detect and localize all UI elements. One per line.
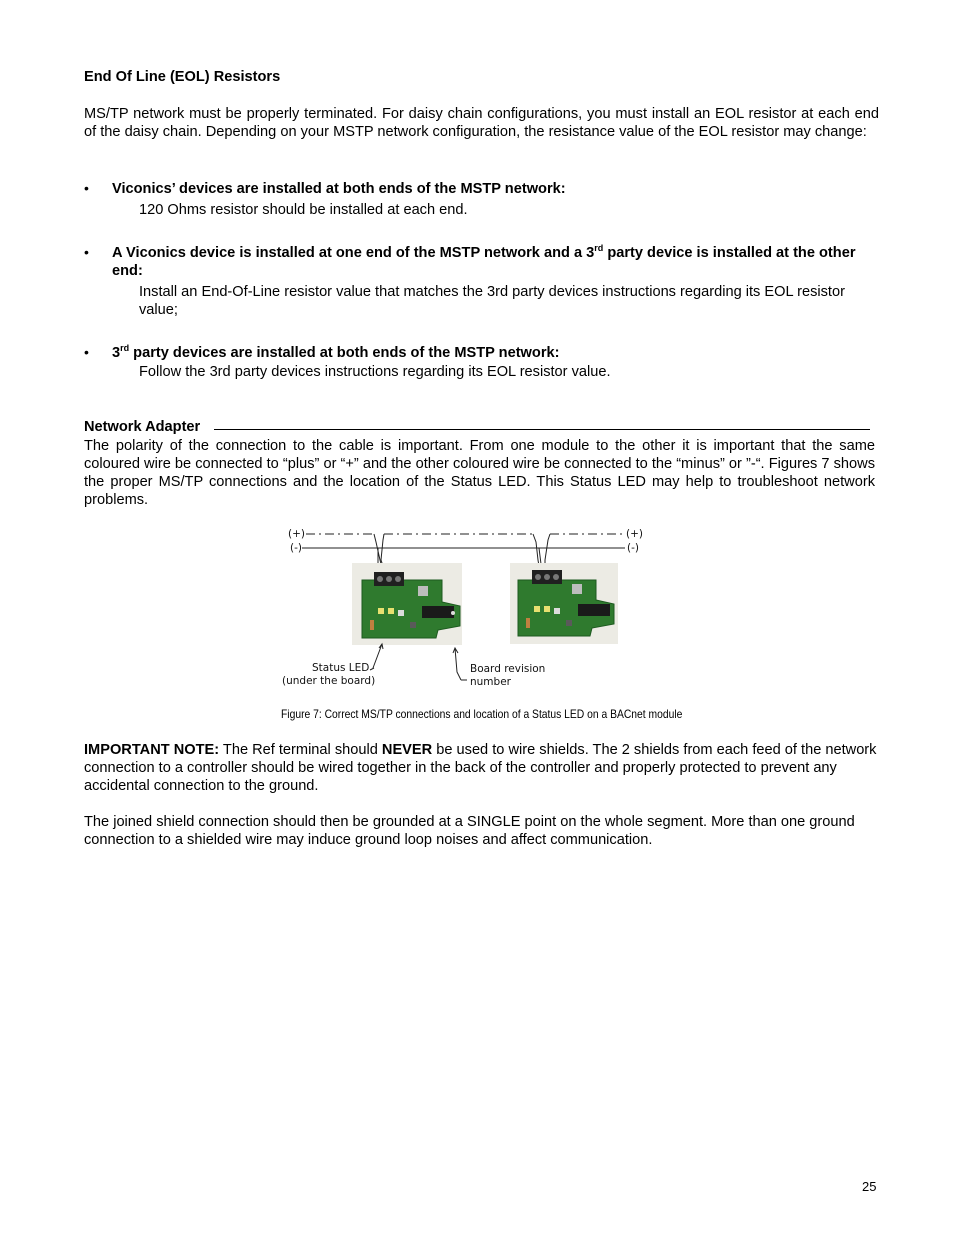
grounding-paragraph: The joined shield connection should then be grounded at a SINGLE point on the whole segment. More than one ground connection to a shielded wire may induce ground loop noises and affect communication. (84, 814, 855, 848)
plus-label-right: (+) (626, 528, 643, 540)
eol-heading: End Of Line (EOL) Resistors (84, 69, 281, 85)
bullet-3-heading: 3rd party devices are installed at both ends of the MSTP network: (112, 343, 560, 361)
page-number: 25 (862, 1179, 877, 1194)
minus-label-left: (-) (290, 542, 302, 554)
minus-label-right: (-) (627, 542, 639, 554)
status-led-sublabel: (under the board) (282, 675, 376, 687)
important-note: IMPORTANT NOTE: The Ref terminal should NEVER be used to wire shields. The 2 shields from each feed of the network connection to a controller should be wired together in the back of the controller and properly protected to prevent any accidental connection to the ground. (84, 742, 877, 794)
bullet-1-dot: • (84, 180, 89, 196)
important-note-label: IMPORTANT NOTE: (84, 742, 220, 758)
bullet-3-body: Follow the 3rd party devices instructions regarding its EOL resistor value. (139, 364, 611, 380)
bullet-1-body: 120 Ohms resistor should be installed at each end. (139, 202, 468, 218)
bullet-3-dot: • (84, 344, 89, 360)
figure-7 (270, 520, 660, 696)
status-led-label: Status LED (312, 662, 370, 674)
figure-caption: Figure 7: Correct MS/TP connections and location of a Status LED on a BACnet module (281, 707, 683, 721)
eol-intro: MS/TP network must be properly terminated. For daisy chain configurations, you must install an EOL resistor at each end of the daisy chain. Depending on your MSTP network configuration, the resistance value of the EOL resistor may change: (84, 106, 879, 140)
board-revision-label: Board revision (470, 663, 546, 675)
board-revision-sublabel: number (470, 676, 511, 688)
network-heading: Network Adapter (84, 419, 201, 435)
network-body: The polarity of the connection to the cable is important. From one module to the other it is important that the same coloured wire be connected to “plus” or “+” and the other coloured wire be connected to the “minus” or ”-“. Figures 7 shows the proper MS/TP connections and the location of the Status LED. This Status LED may help to troubleshoot network problems. (84, 438, 875, 508)
section-rule (214, 429, 870, 430)
bullet-2-body: Install an End-Of-Line resistor value that matches the 3rd party devices instructions regarding its EOL resistor value; (139, 284, 845, 318)
plus-label-left: (+) (288, 528, 305, 540)
bullet-2-dot: • (84, 244, 89, 260)
bullet-1-heading: Viconics’ devices are installed at both ends of the MSTP network: (112, 181, 566, 197)
left-board-photo (352, 563, 462, 645)
never-emphasis: NEVER (381, 742, 433, 758)
right-board-photo (510, 563, 618, 644)
bullet-2-heading: A Viconics device is installed at one end of the MSTP network and a 3rd party device is installed at the other end: (112, 243, 856, 279)
